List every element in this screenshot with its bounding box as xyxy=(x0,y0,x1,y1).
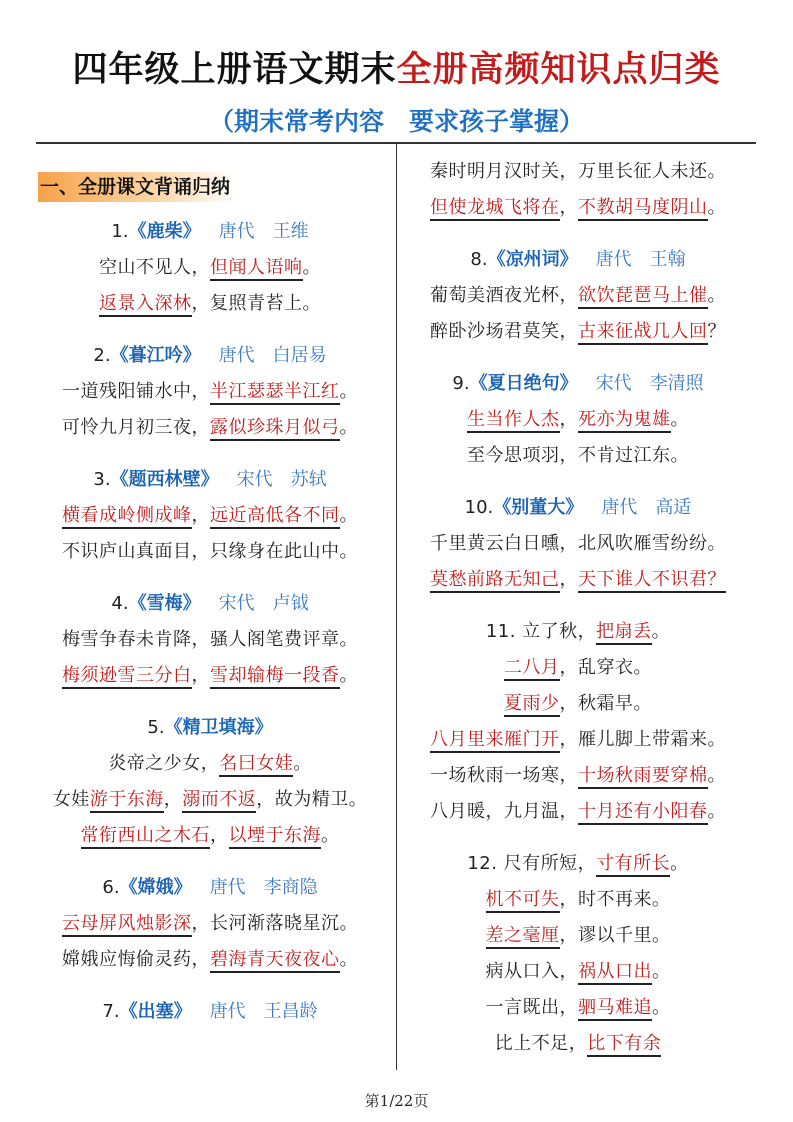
answer-blank: 差之毫厘 xyxy=(486,925,560,949)
poem-line xyxy=(400,526,756,562)
poem-title: 《别董大》 xyxy=(493,497,584,518)
page-number: 第1/22页 xyxy=(364,1092,429,1110)
poem-block xyxy=(30,462,390,570)
poem-heading xyxy=(400,366,756,402)
poem-number: 2. xyxy=(93,345,111,366)
line-text: 。 xyxy=(293,753,312,774)
poem-author: 卢钺 xyxy=(272,593,309,614)
answer-blank: 古来征战几人回 xyxy=(578,321,708,345)
column-divider xyxy=(396,144,397,1070)
line-text: 一场秋雨一场寒， xyxy=(430,765,578,786)
poem-number: 8. xyxy=(470,249,488,270)
line-text: 。 xyxy=(652,961,671,982)
poem-author: 苏轼 xyxy=(290,469,327,490)
poem-dynasty: 唐代 xyxy=(218,345,255,366)
line-text: 。 xyxy=(707,801,726,822)
line-text: ，时不再来。 xyxy=(559,889,671,910)
poem-line xyxy=(400,1026,756,1062)
line-text: 可怜九月初三夜， xyxy=(62,417,210,438)
poem-line xyxy=(400,314,756,350)
poem-block xyxy=(30,710,390,854)
line-text: 嫦娥应悔偷灵药， xyxy=(62,949,210,970)
line-text: 。 xyxy=(670,853,689,874)
poem-author: 王翰 xyxy=(649,249,686,270)
poem-title: 《鹿柴》 xyxy=(128,221,201,242)
line-text: ， xyxy=(210,825,229,846)
answer-blank: 远近高低各不同 xyxy=(210,505,340,529)
line-text: ？ xyxy=(707,321,726,342)
answer-blank: 欲饮琵琶马上催 xyxy=(578,285,708,309)
poem-title: 《出塞》 xyxy=(119,1001,192,1022)
line-text: 至今思项羽，不肯过江东。 xyxy=(467,445,689,466)
poem-block xyxy=(30,214,390,322)
poem-line xyxy=(400,438,756,474)
answer-blank: 以堙于东海 xyxy=(229,825,322,849)
line-text: 。 xyxy=(339,417,358,438)
answer-blank: 二八月 xyxy=(504,657,560,681)
answer-blank: 溺而不返 xyxy=(182,789,256,813)
poem-number: 1. xyxy=(111,221,129,242)
right-poem-list xyxy=(400,150,756,1062)
line-text: 。 xyxy=(339,381,358,402)
line-text: 11. 立了秋， xyxy=(485,621,597,642)
poem-line xyxy=(400,918,756,954)
poem-number: 3. xyxy=(93,469,111,490)
poem-line xyxy=(400,154,756,190)
answer-blank: 梅须逊雪三分白 xyxy=(62,665,192,689)
page-subtitle: （期末常考内容 要求孩子掌握） xyxy=(208,107,584,136)
line-text: 病从口入， xyxy=(485,961,578,982)
poem-heading xyxy=(30,462,390,498)
poem-number: 4. xyxy=(111,593,129,614)
poem-block xyxy=(30,870,390,978)
line-text: 。 xyxy=(339,505,358,526)
answer-blank: 常衔西山之木石 xyxy=(81,825,211,849)
poem-line xyxy=(30,374,390,410)
line-text: 醉卧沙场君莫笑， xyxy=(430,321,578,342)
page-title-main: 四年级上册语文期末 xyxy=(72,50,397,90)
poem-line xyxy=(400,650,756,686)
poem-line xyxy=(30,746,390,782)
answer-blank: 雪却输梅一段香 xyxy=(210,665,340,689)
poem-block xyxy=(400,154,756,226)
answer-blank: 驷马难追 xyxy=(578,997,652,1021)
line-text: 炎帝之少女， xyxy=(108,753,220,774)
answer-blank: 生当作人杰 xyxy=(467,409,560,433)
poem-block xyxy=(30,994,390,1030)
answer-blank: 机不可失 xyxy=(486,889,560,913)
line-text: 12. 尺有所短， xyxy=(467,853,597,874)
poem-line xyxy=(400,686,756,722)
line-text: 。 xyxy=(670,409,689,430)
line-text: ， xyxy=(559,197,578,218)
poem-line xyxy=(400,882,756,918)
poem-title: 《夏日绝句》 xyxy=(469,373,578,394)
poem-title: 《雪梅》 xyxy=(128,593,201,614)
answer-blank: 返景入深林 xyxy=(99,293,192,317)
poem-number: 10. xyxy=(464,497,494,518)
poem-dynasty: 唐代 xyxy=(595,249,632,270)
poem-line xyxy=(30,410,390,446)
poem-title: 《题西林壁》 xyxy=(110,469,219,490)
answer-blank: 但闻人语响 xyxy=(210,257,303,281)
poem-block xyxy=(400,490,756,598)
poem-line xyxy=(400,990,756,1026)
poem-block xyxy=(400,242,756,350)
line-text: ， xyxy=(163,789,183,810)
line-text: 。 xyxy=(321,825,340,846)
poem-line xyxy=(30,942,390,978)
poem-line xyxy=(400,954,756,990)
poem-heading xyxy=(30,870,390,906)
answer-blank: 把扇丢 xyxy=(596,621,652,645)
line-text: ，乱穿衣。 xyxy=(559,657,652,678)
line-text: 秦时明月汉时关，万里长征人未还。 xyxy=(430,161,726,182)
poem-number: 9. xyxy=(452,373,470,394)
answer-blank: 比下有余 xyxy=(587,1033,661,1057)
poem-dynasty: 唐代 xyxy=(209,1001,246,1022)
line-text: 。 xyxy=(707,197,726,218)
line-text: ， xyxy=(559,569,578,590)
poem-line xyxy=(400,794,756,830)
poem-author: 王昌龄 xyxy=(263,1001,318,1022)
answer-blank: 祸从口出 xyxy=(578,961,652,985)
line-text: 一言既出， xyxy=(485,997,578,1018)
answer-blank: 露似珍珠月似弓 xyxy=(210,417,340,441)
poem-heading xyxy=(30,994,390,1030)
poem-title: 《暮江吟》 xyxy=(110,345,201,366)
poem-title: 《嫦娥》 xyxy=(119,877,192,898)
poem-heading xyxy=(30,214,390,250)
poem-dynasty: 唐代 xyxy=(601,497,638,518)
line-text: 梅雪争春未肯降，骚人阁笔费评章。 xyxy=(62,629,358,650)
section-title: 一、全册课文背诵归纳 xyxy=(38,172,236,202)
answer-blank: 但使龙城飞将在 xyxy=(430,197,560,221)
poem-heading xyxy=(30,586,390,622)
poem-line xyxy=(400,614,756,650)
page-title-highlight: 全册高频知识点归类 xyxy=(396,50,721,90)
answer-blank: 碧海青天夜夜心 xyxy=(210,949,340,973)
line-text: 。 xyxy=(652,997,671,1018)
answer-blank: 十月还有小阳春 xyxy=(578,801,708,825)
poem-heading xyxy=(400,490,756,526)
line-text: 一道残阳铺水中， xyxy=(62,381,210,402)
poem-author: 李商隐 xyxy=(263,877,318,898)
poem-line xyxy=(400,190,756,226)
line-text: ， xyxy=(191,505,210,526)
poem-dynasty: 唐代 xyxy=(209,877,246,898)
line-text: ，复照青苔上。 xyxy=(191,293,321,314)
poem-author: 高适 xyxy=(655,497,692,518)
poem-dynasty: 宋代 xyxy=(236,469,273,490)
line-text: ，故为精卫。 xyxy=(256,789,368,810)
poem-author: 白居易 xyxy=(272,345,327,366)
poem-line xyxy=(400,402,756,438)
right-column xyxy=(400,150,756,1078)
line-text: 葡萄美酒夜光杯， xyxy=(430,285,578,306)
poem-line xyxy=(30,250,390,286)
poem-number: 7. xyxy=(102,1001,120,1022)
line-text: 千里黄云白日曛，北风吹雁雪纷纷。 xyxy=(430,533,726,554)
poem-line xyxy=(30,782,390,818)
poem-block xyxy=(400,846,756,1062)
line-text: ，谬以千里。 xyxy=(559,925,671,946)
poem-line xyxy=(30,906,390,942)
poem-dynasty: 宋代 xyxy=(595,373,632,394)
page-title xyxy=(0,42,793,92)
answer-blank: 寸有所长 xyxy=(596,853,670,877)
poem-line xyxy=(30,818,390,854)
line-text: ，雁儿脚上带霜来。 xyxy=(559,729,726,750)
answer-blank: 不教胡马度阴山 xyxy=(578,197,708,221)
poem-author: 李清照 xyxy=(649,373,704,394)
poem-block xyxy=(30,338,390,446)
poem-line xyxy=(30,658,390,694)
left-poem-list xyxy=(30,214,390,1030)
line-text: ， xyxy=(559,409,578,430)
poem-line xyxy=(400,562,756,598)
poem-number: 6. xyxy=(102,877,120,898)
line-text: 。 xyxy=(339,949,358,970)
answer-blank: 夏雨少 xyxy=(504,693,560,717)
poem-heading xyxy=(30,338,390,374)
answer-blank: 名曰女娃 xyxy=(219,753,293,777)
line-text: 不识庐山真面目，只缘身在此山中。 xyxy=(62,541,358,562)
poem-number: 5. xyxy=(147,717,165,738)
answer-blank: 云母屏风烛影深 xyxy=(62,913,192,937)
answer-blank: 半江瑟瑟半江红 xyxy=(210,381,340,405)
poem-line xyxy=(400,278,756,314)
poem-line xyxy=(30,286,390,322)
line-text: ，长河渐落晓星沉。 xyxy=(191,913,358,934)
poem-line xyxy=(30,622,390,658)
line-text: 。 xyxy=(339,665,358,686)
poem-block xyxy=(30,586,390,694)
poem-line xyxy=(400,758,756,794)
poem-line xyxy=(400,722,756,758)
line-text: ， xyxy=(191,665,210,686)
answer-blank: 游于东海 xyxy=(90,789,164,813)
poem-title: 《精卫填海》 xyxy=(164,717,273,738)
line-text: 女娃 xyxy=(52,789,90,810)
left-column xyxy=(30,150,390,1046)
line-text: 。 xyxy=(707,285,726,306)
poem-line xyxy=(400,846,756,882)
poem-heading xyxy=(400,242,756,278)
answer-blank: 莫愁前路无知己 xyxy=(430,569,560,593)
line-text: 空山不见人， xyxy=(99,257,210,278)
poem-line xyxy=(30,534,390,570)
poem-heading xyxy=(30,710,390,746)
answer-blank: 横看成岭侧成峰 xyxy=(62,505,192,529)
line-text: 。 xyxy=(651,621,671,642)
line-text: ，秋霜早。 xyxy=(559,693,652,714)
poem-title: 《凉州词》 xyxy=(487,249,578,270)
poem-dynasty: 宋代 xyxy=(218,593,255,614)
line-text: 。 xyxy=(707,765,726,786)
poem-block xyxy=(400,366,756,474)
answer-blank: 八月里来雁门开 xyxy=(430,729,560,753)
answer-blank: 死亦为鬼雄 xyxy=(578,409,671,433)
answer-blank: 十场秋雨要穿棉 xyxy=(578,765,708,789)
poem-line xyxy=(30,498,390,534)
poem-block xyxy=(400,614,756,830)
answer-blank: 天下谁人不识君？ xyxy=(578,569,726,593)
line-text: 。 xyxy=(302,257,321,278)
line-text: 八月暖，九月温， xyxy=(430,801,578,822)
line-text: 比上不足， xyxy=(494,1033,588,1054)
poem-author: 王维 xyxy=(272,221,309,242)
poem-dynasty: 唐代 xyxy=(218,221,255,242)
